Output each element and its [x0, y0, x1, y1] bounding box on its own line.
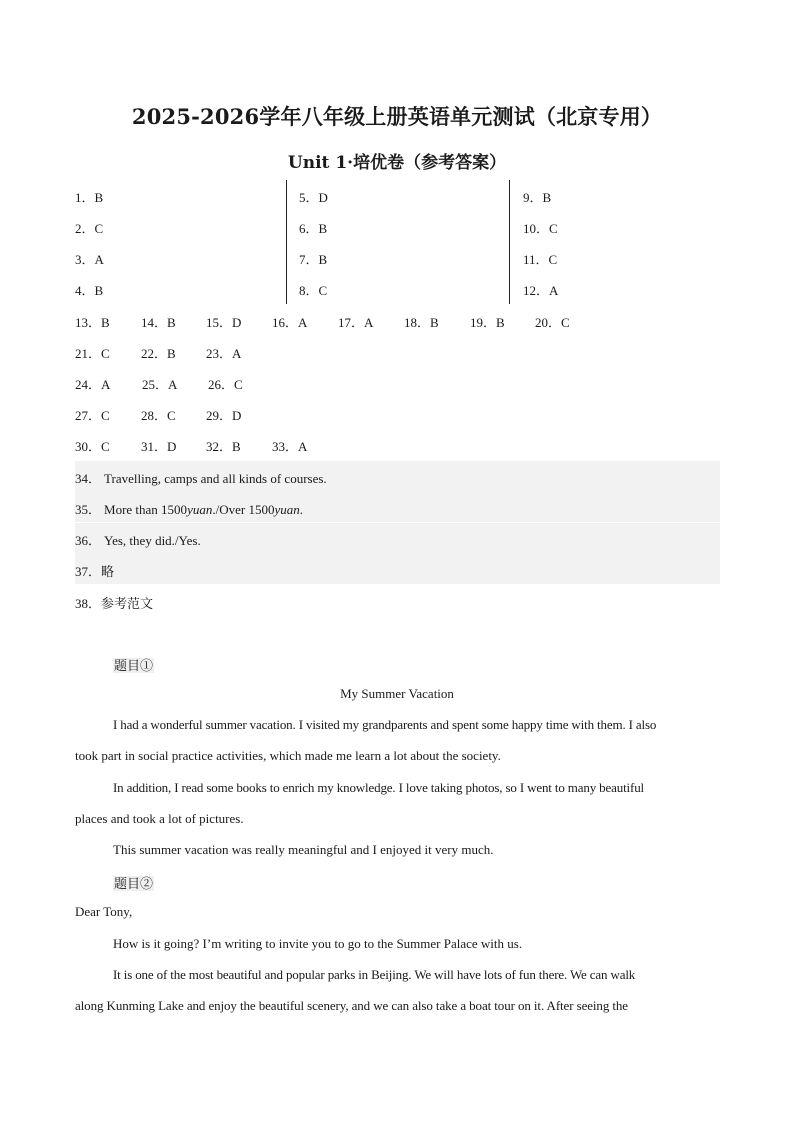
- answer-33: 33．A: [272, 439, 308, 454]
- essay2-para2-line2: along Kunming Lake and enjoy the beautiful scenery, and we can also take a boat tour on it. After seeing the: [75, 998, 628, 1013]
- essay1-para1-line2: took part in social practice activities, which made me learn a lot about the society.: [75, 748, 501, 763]
- answer-29: 29．D: [206, 408, 242, 423]
- essay1-label: [113, 655, 154, 674]
- essay2-greeting: Dear Tony,: [75, 904, 133, 919]
- essay2-para2-line1: It is one of the most beautiful and popular parks in Beijing. We will have lots of fun there. We can walk: [113, 967, 636, 982]
- answer-35-number: 35．: [75, 502, 102, 517]
- essay1-label-text: 题目①: [114, 658, 154, 673]
- answer-38-text: 参考范文: [101, 596, 154, 611]
- answer-30: 30．C: [75, 439, 110, 454]
- answer-34-text: Travelling, camps and all kinds of courses.: [104, 471, 327, 486]
- answer-4: 4．B: [75, 283, 104, 298]
- answer-25: 25．A: [142, 377, 178, 392]
- answer-19: 19．B: [470, 315, 505, 330]
- answer-36: [75, 530, 201, 549]
- answer-34: [75, 468, 327, 487]
- essay2-label-text: 题目②: [114, 876, 154, 891]
- page-subtitle: Unit 1·培优卷（参考答案）: [287, 153, 507, 173]
- answer-26: 26．C: [208, 377, 243, 392]
- answer-27: 27．C: [75, 408, 110, 423]
- answer-35-text-c: ./Over 1500: [212, 502, 275, 517]
- answer-20: 20．C: [535, 315, 570, 330]
- answer-38-number: 38．: [75, 596, 102, 611]
- answer-22: 22．B: [141, 346, 176, 361]
- shade-separator: [75, 522, 720, 523]
- answer-36-number: 36．: [75, 533, 102, 548]
- answer-2: 2．C: [75, 221, 104, 236]
- answer-24: 24．A: [75, 377, 111, 392]
- answer-10: 10．C: [523, 221, 558, 236]
- answer-35-text-a: More than 1500: [104, 502, 188, 517]
- answer-7: 7．B: [299, 252, 328, 267]
- essay1-para2-line1: In addition, I read some books to enrich my knowledge. I love taking photos, so I went to many beautiful: [113, 780, 645, 795]
- essay1-para2-line2: places and took a lot of pictures.: [75, 811, 244, 826]
- essay1-para3: This summer vacation was really meaningful and I enjoyed it very much.: [113, 842, 494, 857]
- answer-35: [75, 499, 303, 518]
- answer-5: 5．D: [299, 190, 328, 205]
- answer-13: 13．B: [75, 315, 110, 330]
- answer-35-unit-1: yuan: [187, 502, 213, 517]
- essay1-para1-line1: I had a wonderful summer vacation. I visited my grandparents and spent some happy time with them. I also: [113, 717, 657, 732]
- answer-35-unit-2: yuan: [274, 502, 300, 517]
- answer-6: 6．B: [299, 221, 328, 236]
- answer-37: [75, 561, 114, 580]
- answer-17: 17．A: [338, 315, 374, 330]
- answer-34-number: 34．: [75, 471, 102, 486]
- answer-12: 12．A: [523, 283, 559, 298]
- essay2-label: [113, 873, 154, 892]
- answer-1: 1．B: [75, 190, 104, 205]
- answer-18: 18．B: [404, 315, 439, 330]
- essay1-title: My Summer Vacation: [340, 686, 454, 701]
- answer-11: 11．C: [523, 252, 558, 267]
- essay2-para1: How is it going? I’m writing to invite you to go to the Summer Palace with us.: [113, 936, 523, 951]
- answer-9: 9．B: [523, 190, 552, 205]
- answer-38: [75, 593, 153, 612]
- column-divider-2: [509, 180, 510, 304]
- answer-37-number: 37．: [75, 564, 102, 579]
- answer-35-text-e: .: [299, 502, 303, 517]
- answer-32: 32．B: [206, 439, 241, 454]
- answer-21: 21．C: [75, 346, 110, 361]
- answer-31: 31．D: [141, 439, 177, 454]
- answer-37-text: 略: [101, 564, 115, 579]
- answer-16: 16．A: [272, 315, 308, 330]
- answer-3: 3．A: [75, 252, 104, 267]
- answer-14: 14．B: [141, 315, 176, 330]
- answer-15: 15．D: [206, 315, 242, 330]
- answer-28: 28．C: [141, 408, 176, 423]
- answer-36-text: Yes, they did./Yes.: [104, 533, 201, 548]
- answer-23: 23．A: [206, 346, 242, 361]
- page-title: 2025-2026学年八年级上册英语单元测试（北京专用）: [131, 104, 663, 129]
- answer-8: 8．C: [299, 283, 328, 298]
- column-divider-1: [286, 180, 287, 304]
